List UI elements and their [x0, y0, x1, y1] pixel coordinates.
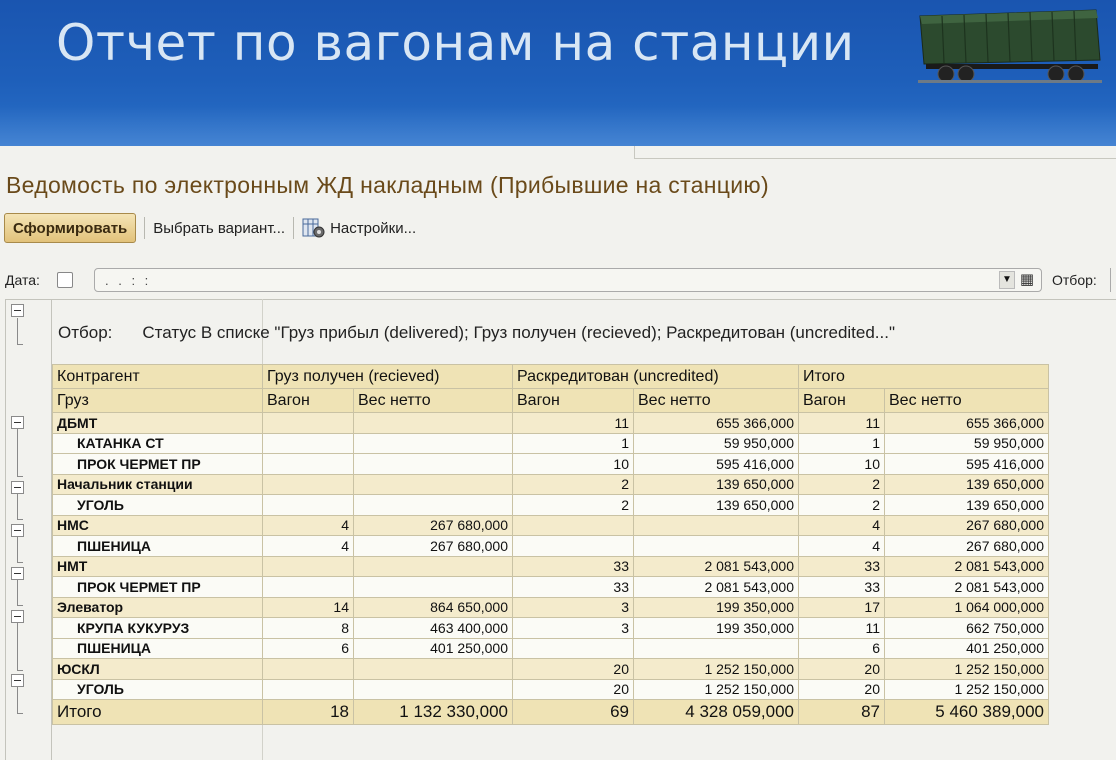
group-row[interactable]: [53, 474, 1049, 495]
value-cell: 2 081 543,000: [885, 556, 1049, 577]
value-cell: [263, 556, 354, 577]
collapse-toggle-icon[interactable]: [11, 674, 24, 687]
toolbar-separator: [293, 217, 294, 239]
settings-gear-icon: [302, 217, 326, 239]
value-cell: 662 750,000: [885, 618, 1049, 639]
collapse-toggle-icon[interactable]: [11, 567, 24, 580]
value-cell: 33: [513, 577, 634, 598]
toolbar-separator: [144, 217, 145, 239]
value-cell: 33: [799, 556, 885, 577]
value-cell: 267 680,000: [354, 515, 513, 536]
total-cell: 87: [799, 700, 885, 725]
value-cell: 267 680,000: [885, 515, 1049, 536]
value-cell: 139 650,000: [885, 495, 1049, 516]
cargo-cell: ПШЕНИЦА: [53, 638, 263, 659]
group-row[interactable]: [53, 413, 1049, 434]
report-title: Ведомость по электронным ЖД накладным (Прибывшие на станцию): [6, 172, 769, 198]
value-cell: 199 350,000: [634, 618, 799, 639]
value-cell: 4: [263, 536, 354, 557]
value-cell: 20: [513, 659, 634, 680]
group-row[interactable]: [53, 515, 1049, 536]
counterparty-cell: Элеватор: [53, 597, 263, 618]
table-header-row: [53, 365, 1049, 389]
value-cell: 463 400,000: [354, 618, 513, 639]
total-cell: 18: [263, 700, 354, 725]
date-input[interactable]: [94, 268, 1042, 292]
value-cell: [263, 474, 354, 495]
total-cell: 1 132 330,000: [354, 700, 513, 725]
value-cell: 20: [799, 679, 885, 700]
value-cell: 3: [513, 618, 634, 639]
table-row[interactable]: [53, 638, 1049, 659]
value-cell: 17: [799, 597, 885, 618]
date-checkbox[interactable]: [57, 272, 73, 288]
value-cell: [354, 433, 513, 454]
cargo-cell: КРУПА КУКУРУЗ: [53, 618, 263, 639]
group-bracket: [17, 318, 23, 345]
group-bracket: [17, 429, 23, 477]
total-cell: 4 328 059,000: [634, 700, 799, 725]
value-cell: [354, 413, 513, 434]
value-cell: [354, 454, 513, 475]
value-cell: 267 680,000: [354, 536, 513, 557]
value-cell: 11: [799, 618, 885, 639]
table-row[interactable]: [53, 454, 1049, 475]
table-subheader-row: [53, 389, 1049, 413]
value-cell: 1 064 000,000: [885, 597, 1049, 618]
value-cell: 6: [263, 638, 354, 659]
value-cell: 3: [513, 597, 634, 618]
header-divider: [634, 146, 1116, 159]
value-cell: 139 650,000: [634, 495, 799, 516]
value-cell: 11: [513, 413, 634, 434]
header-net-weight: Вес нетто: [634, 389, 799, 413]
value-cell: [354, 474, 513, 495]
value-cell: 139 650,000: [634, 474, 799, 495]
value-cell: [263, 433, 354, 454]
counterparty-cell: НМТ: [53, 556, 263, 577]
collapse-toggle-icon[interactable]: [11, 481, 24, 494]
report-table: [52, 364, 1049, 725]
filter-label: Отбор:: [1052, 272, 1097, 288]
collapse-toggle-icon[interactable]: [11, 524, 24, 537]
header-uncredited: Раскредитован (uncredited): [513, 365, 799, 389]
choose-variant-button[interactable]: Выбрать вариант...: [153, 219, 286, 237]
filter-input[interactable]: [1110, 268, 1116, 292]
total-row: [53, 700, 1049, 725]
value-cell: 1 252 150,000: [634, 679, 799, 700]
cargo-cell: УГОЛЬ: [53, 495, 263, 516]
dropdown-arrow-icon[interactable]: ▼: [999, 271, 1015, 289]
value-cell: 8: [263, 618, 354, 639]
value-cell: [634, 515, 799, 536]
group-bracket: [17, 494, 23, 521]
table-row[interactable]: [53, 433, 1049, 454]
header-net-weight: Вес нетто: [885, 389, 1049, 413]
value-cell: 59 950,000: [885, 433, 1049, 454]
value-cell: 2 081 543,000: [634, 556, 799, 577]
value-cell: 2: [799, 474, 885, 495]
generate-button[interactable]: Сформировать: [4, 213, 136, 243]
value-cell: 10: [799, 454, 885, 475]
value-cell: 2 081 543,000: [885, 577, 1049, 598]
value-cell: [263, 679, 354, 700]
table-row[interactable]: [53, 679, 1049, 700]
collapse-toggle-icon[interactable]: [11, 610, 24, 623]
counterparty-cell: ЮСКЛ: [53, 659, 263, 680]
header-received: Груз получен (recieved): [263, 365, 513, 389]
value-cell: 2: [513, 495, 634, 516]
counterparty-cell: Начальник станции: [53, 474, 263, 495]
header-banner: [0, 0, 1116, 146]
group-row[interactable]: [53, 659, 1049, 680]
group-bracket: [17, 537, 23, 564]
selection-text: Статус В списке "Груз прибыл (delivered); Груз получен (recieved); Раскредитован (uncredited...": [142, 323, 896, 342]
settings-button[interactable]: [302, 217, 416, 239]
value-cell: 595 416,000: [634, 454, 799, 475]
value-cell: [263, 454, 354, 475]
selection-summary: [58, 323, 895, 343]
date-label: Дата:: [5, 272, 40, 288]
cargo-cell: ПРОК ЧЕРМЕТ ПР: [53, 577, 263, 598]
value-cell: 20: [513, 679, 634, 700]
group-row[interactable]: [53, 556, 1049, 577]
value-cell: 14: [263, 597, 354, 618]
counterparty-cell: НМС: [53, 515, 263, 536]
cargo-cell: ПШЕНИЦА: [53, 536, 263, 557]
value-cell: [634, 638, 799, 659]
group-bracket: [17, 580, 23, 607]
total-label: Итого: [53, 700, 263, 725]
collapse-toggle-icon[interactable]: [11, 304, 24, 317]
railway-wagon-icon: [918, 8, 1102, 86]
calendar-icon[interactable]: ▦: [1019, 271, 1035, 288]
value-cell: 199 350,000: [634, 597, 799, 618]
report-area: [5, 299, 1116, 760]
total-cell: 5 460 389,000: [885, 700, 1049, 725]
settings-label: Настройки...: [330, 219, 417, 237]
value-cell: [263, 495, 354, 516]
value-cell: [263, 659, 354, 680]
value-cell: 401 250,000: [885, 638, 1049, 659]
value-cell: 20: [799, 659, 885, 680]
value-cell: 11: [799, 413, 885, 434]
value-cell: [513, 515, 634, 536]
header-counterparty: Контрагент: [53, 365, 263, 389]
cargo-cell: УГОЛЬ: [53, 679, 263, 700]
value-cell: [354, 495, 513, 516]
value-cell: [354, 659, 513, 680]
table-row[interactable]: [53, 618, 1049, 639]
value-cell: 655 366,000: [885, 413, 1049, 434]
value-cell: 33: [513, 556, 634, 577]
value-cell: 1 252 150,000: [634, 659, 799, 680]
table-row[interactable]: [53, 577, 1049, 598]
header-net-weight: Вес нетто: [354, 389, 513, 413]
header-wagons: Вагон: [513, 389, 634, 413]
value-cell: 595 416,000: [885, 454, 1049, 475]
table-body: [53, 413, 1049, 700]
group-bracket: [17, 687, 23, 714]
total-cell: 69: [513, 700, 634, 725]
value-cell: 4: [263, 515, 354, 536]
value-cell: 1: [799, 433, 885, 454]
value-cell: 655 366,000: [634, 413, 799, 434]
value-cell: [263, 577, 354, 598]
value-cell: 2 081 543,000: [634, 577, 799, 598]
value-cell: 267 680,000: [885, 536, 1049, 557]
value-cell: [513, 536, 634, 557]
group-row[interactable]: [53, 597, 1049, 618]
group-bracket: [17, 623, 23, 671]
table-row[interactable]: [53, 495, 1049, 516]
value-cell: 4: [799, 515, 885, 536]
value-cell: 33: [799, 577, 885, 598]
counterparty-cell: ДБМТ: [53, 413, 263, 434]
banner-title: Отчет по вагонам на станции: [56, 14, 855, 72]
value-cell: 2: [799, 495, 885, 516]
date-input-value: . . : :: [105, 273, 152, 288]
value-cell: [513, 638, 634, 659]
value-cell: 401 250,000: [354, 638, 513, 659]
value-cell: 6: [799, 638, 885, 659]
value-cell: 1 252 150,000: [885, 679, 1049, 700]
value-cell: [354, 679, 513, 700]
value-cell: [354, 556, 513, 577]
header-wagons: Вагон: [263, 389, 354, 413]
value-cell: [263, 413, 354, 434]
toolbar: [4, 212, 416, 244]
value-cell: 2: [513, 474, 634, 495]
value-cell: 139 650,000: [885, 474, 1049, 495]
value-cell: [634, 536, 799, 557]
collapse-toggle-icon[interactable]: [11, 416, 24, 429]
table-row[interactable]: [53, 536, 1049, 557]
header-total: Итого: [799, 365, 1049, 389]
filter-row: [0, 266, 1116, 294]
cargo-cell: КАТАНКА СТ: [53, 433, 263, 454]
value-cell: 10: [513, 454, 634, 475]
selection-label: Отбор:: [58, 323, 113, 342]
header-cargo: Груз: [53, 389, 263, 413]
value-cell: 1 252 150,000: [885, 659, 1049, 680]
value-cell: 1: [513, 433, 634, 454]
value-cell: 4: [799, 536, 885, 557]
value-cell: [354, 577, 513, 598]
cargo-cell: ПРОК ЧЕРМЕТ ПР: [53, 454, 263, 475]
value-cell: 59 950,000: [634, 433, 799, 454]
value-cell: 864 650,000: [354, 597, 513, 618]
header-wagons: Вагон: [799, 389, 885, 413]
